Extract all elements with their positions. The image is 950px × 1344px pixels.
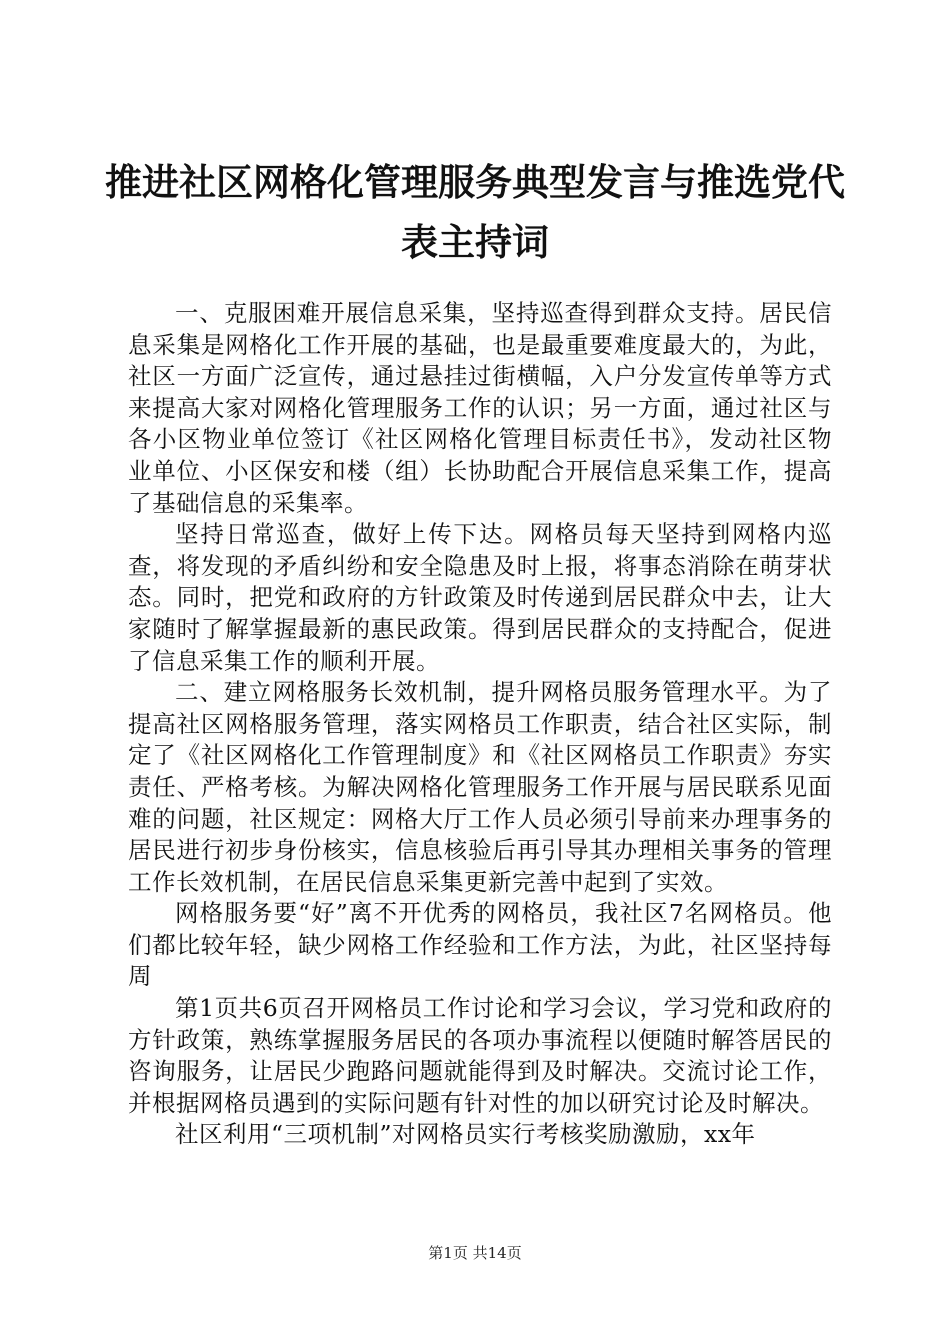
page-footer: 第1页 共14页 [428, 1244, 522, 1262]
paragraph-info-collection: 一、克服困难开展信息采集，坚持巡查得到群众支持。居民信息采集是网格化工作开展的基础，也是最重要难度最大的，为此，社区一方面广泛宣传，通过悬挂过街横幅，入户分发宣传单等方式来提高大家对网格化管理服务工作的认识；另一方面，通过社区与各小区物业单位签订《社区网格化管理目标责任书》，发动社区物业单位、小区保安和楼（组）长协助配合开展信息采集工作，提高了基础信息的采集率。 [128, 299, 832, 517]
paragraph-long-term-mechanism: 二、建立网格服务长效机制，提升网格员服务管理水平。为了提高社区网格服务管理，落实网格员工作职责，结合社区实际，制定了《社区网格化工作管理制度》和《社区网格员工作职责》夯实责任、严格考核。为解决网格化管理服务工作开展与居民联系见面难的问题，社区规定：网格大厅工作人员必须引导前来办理事务的居民进行初步身份核实，信息核验后再引导其办理相关事务的管理工作长效机制，在居民信息采集更新完善中起到了实效。 [128, 678, 832, 896]
paragraph-grid-staff: 网格服务要“好”离不开优秀的网格员，我社区7名网格员。他们都比较年轻，缺少网格工作经验和工作方法，为此，社区坚持每周 [128, 899, 832, 991]
document-title-line-1: 推进社区网格化管理服务典型发言与推选党代 [105, 161, 845, 204]
paragraph-daily-patrol: 坚持日常巡查，做好上传下达。网格员每天坚持到网格内巡查，将发现的矛盾纠纷和安全隐患及时上报，将事态消除在萌芽状态。同时，把党和政府的方针政策及时传递到居民群众中去，让大家随时了解掌握最新的惠民政策。得到居民群众的支持配合，促进了信息采集工作的顺利开展。 [128, 520, 832, 675]
document-body [128, 298, 832, 1151]
paragraph-three-mechanisms: 社区利用“三项机制”对网格员实行考核奖励激励，xx年 [175, 1120, 756, 1149]
paragraph-weekly-meeting: 第1页共6页召开网格员工作讨论和学习会议，学习党和政府的方针政策，熟练掌握服务居民的各项办事流程以便随时解答居民的咨询服务，让居民少跑路问题就能得到及时解决。交流讨论工作，并根据网格员遇到的实际问题有针对性的加以研究讨论及时解决。 [128, 994, 832, 1117]
document-title-line-2: 表主持词 [401, 221, 549, 264]
